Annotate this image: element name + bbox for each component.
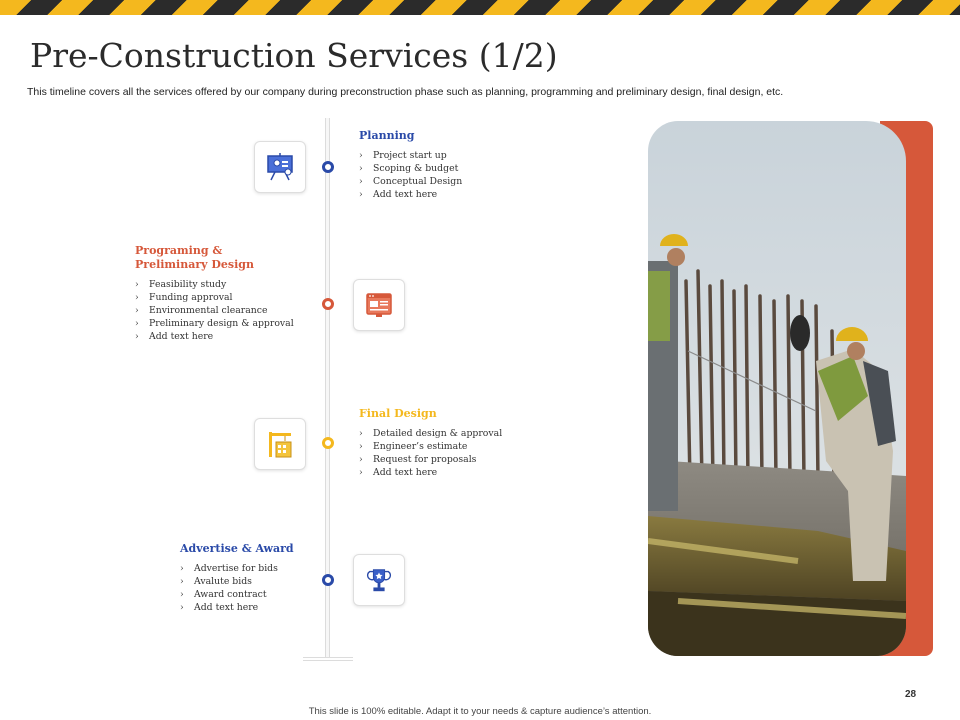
programing-title-line2: Preliminary Design <box>135 258 254 271</box>
programing-list <box>135 278 294 343</box>
timeline-base <box>303 657 353 661</box>
advertise-block <box>180 542 294 614</box>
list-item: › Add text here <box>359 188 462 201</box>
final-design-list <box>359 427 502 479</box>
list-item: › Preliminary design & approval <box>135 317 294 330</box>
advertise-list <box>180 562 294 614</box>
final-design-block <box>359 407 502 479</box>
planning-list <box>359 149 462 201</box>
list-item: › Add text here <box>359 466 502 479</box>
list-item: › Scoping & budget <box>359 162 462 175</box>
list-item: › Add text here <box>180 601 294 614</box>
page-title: Pre-Construction Services (1/2) <box>30 36 558 75</box>
list-item: › Environmental clearance <box>135 304 294 317</box>
timeline-dot-final-design <box>322 437 334 449</box>
hazard-stripe-bar <box>0 0 960 15</box>
list-item: › Funding approval <box>135 291 294 304</box>
construction-workers-photo <box>648 121 906 656</box>
programing-icon-box <box>353 279 405 331</box>
list-item: › Conceptual Design <box>359 175 462 188</box>
trophy-icon <box>365 566 393 594</box>
presentation-board-icon <box>265 152 295 182</box>
final-design-title: Final Design <box>359 407 437 420</box>
advertise-title: Advertise & Award <box>180 542 294 555</box>
crane-building-icon <box>265 429 295 459</box>
final-design-icon-box <box>254 418 306 470</box>
list-item: › Award contract <box>180 588 294 601</box>
list-item: › Feasibility study <box>135 278 294 291</box>
list-item: › Detailed design & approval <box>359 427 502 440</box>
planning-icon-box <box>254 141 306 193</box>
list-item: › Project start up <box>359 149 462 162</box>
planning-block <box>359 129 462 201</box>
timeline-dot-advertise <box>322 574 334 586</box>
list-item: › Advertise for bids <box>180 562 294 575</box>
list-item: › Request for proposals <box>359 453 502 466</box>
planning-title: Planning <box>359 129 415 142</box>
list-item: › Engineer’s estimate <box>359 440 502 453</box>
timeline-dot-planning <box>322 161 334 173</box>
programing-title <box>135 244 294 272</box>
page-number: 28 <box>905 689 917 700</box>
web-page-icon <box>364 290 394 320</box>
list-item: › Add text here <box>135 330 294 343</box>
footer-note: This slide is 100% editable. Adapt it to your needs & capture audience’s attention. <box>308 706 652 717</box>
list-item: › Avalute bids <box>180 575 294 588</box>
programing-title-line1: Programing & <box>135 244 223 257</box>
construction-photo-illustration <box>648 121 906 656</box>
page-subtitle: This timeline covers all the services offered by our company during preconstruction phase such as planning, programming and preliminary design, final design, etc. <box>27 86 784 98</box>
advertise-icon-box <box>353 554 405 606</box>
timeline-dot-programing <box>322 298 334 310</box>
programing-block <box>135 244 294 343</box>
